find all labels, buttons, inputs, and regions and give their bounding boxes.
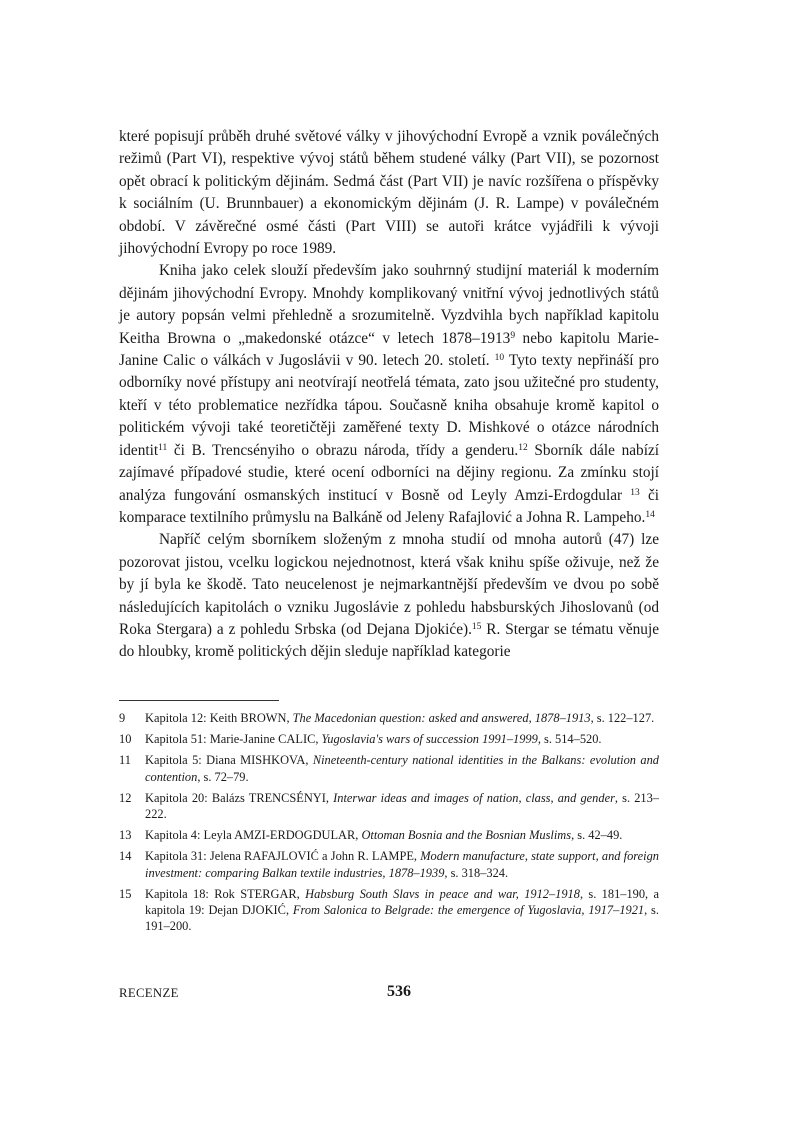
footnote-part: Kapitola 18: Rok STERGAR, <box>145 886 306 901</box>
footnote-title: The Macedonian question: asked and answered, 1878–1913 <box>292 711 591 725</box>
footnote-part: Kapitola 51: Marie-Janine CALIC, <box>145 732 322 747</box>
footnote-part: , s. 514–520. <box>537 732 602 747</box>
footnote <box>119 790 659 822</box>
footnote <box>119 710 659 726</box>
footnote-part: Kapitola 5: Diana MISHKOVA, <box>145 753 313 768</box>
footnote-number: 13 <box>119 828 132 843</box>
footnote-text <box>145 752 659 784</box>
footnote-title: Modern manufacture, state support, and foreign investment: comparing Balkan textile industries, 1878–1939 <box>145 849 659 880</box>
footnote-text <box>145 827 659 843</box>
paragraph-text: či komparace textilního průmyslu na Balkáně od Jeleny Rafajlović a Johna R. Lampeho. <box>119 486 659 526</box>
paragraph-text: Tyto texty nepřináší pro odborníky nové přístupy ani neotvírají neotřelá témata, zato jsou užitečné pro studenty, kteří v této problematice nezřídka tápou. Současně kniha obsahuje kromě kapitol o politickém vývoji také teoretičtěji zaměřené texty D. Mishkové o otázce národních identit <box>119 352 659 459</box>
footnote-ref: 13 <box>630 487 640 498</box>
footnote-part: , s. 42–49. <box>571 828 623 843</box>
paragraph-1 <box>119 126 659 260</box>
footnote-title: Interwar ideas and images of nation, class, and gender <box>333 790 615 805</box>
footnote-text <box>145 731 659 747</box>
footnote-ref: 15 <box>471 621 482 632</box>
paragraph-text: Kniha jako celek slouží především jako souhrnný studijní materiál k moderním dějinám jihovýchodní Evropy. Mnohdy komplikovaný vnitřní vývoj jednotlivých států je autory popsán velmi přehledně a srozumitelně. Vyzdvihla bych například kapitolu Keitha Browna o „makedonské otázce“ v letech 1878–1913 <box>119 262 659 347</box>
paragraph-3 <box>119 529 659 663</box>
footnote <box>119 731 659 747</box>
footnote <box>119 752 659 784</box>
footnote <box>119 848 659 880</box>
footnote-number: 15 <box>119 886 132 901</box>
body-text <box>119 126 659 664</box>
footnote-text <box>145 848 659 880</box>
footnote-number: 10 <box>119 732 132 747</box>
footnote-part: , s. 213–222. <box>145 790 660 822</box>
running-footer-section: RECENZE <box>119 986 179 1000</box>
paragraph-text: Napříč celým sborníkem složeným z mnoha studií od mnoha autorů (47) lze pozorovat jistou, vcelku logickou nejednotnost, která však knihu spíše oživuje, než že by jí byla ke škodě. Tato neucelenost je nejmarkantnější především ve dvou po sobě následujících kapitolách o vzniku Jugoslávie z pohledu habsburských Jihoslovanů (od Roka Stergara) a z pohledu Srbska (od Dejana Djokiće). <box>119 531 659 638</box>
footnote-ref: 12 <box>518 442 528 453</box>
footnote-ref: 14 <box>645 509 655 520</box>
footnote-title: Ottoman Bosnia and the Bosnian Muslims <box>361 828 572 843</box>
footnote-number: 14 <box>119 849 132 864</box>
footnote <box>119 827 659 843</box>
footnote-part: Kapitola 12: Keith BROWN, <box>145 711 293 725</box>
footnote-text <box>145 886 659 935</box>
paragraph-text: nebo kapitolu Marie-Janine Calic o válkách v Jugoslávii v 90. letech 20. století. <box>119 329 659 370</box>
footnote-part: Kapitola 31: Jelena RAFAJLOVIĆ a John R. LAMPE, <box>145 849 421 864</box>
footnote-part: , s. 318–324. <box>444 865 509 880</box>
footnote-part: , s. 191–200. <box>145 903 659 934</box>
footnote-part: , s. 122–127. <box>590 711 655 725</box>
paragraph-text: R. Stergar se tématu věnuje do hloubky, kromě politických dějin sleduje například kategorie <box>119 620 659 661</box>
paragraph-2 <box>119 260 659 529</box>
footnote-ref: 10 <box>494 352 505 363</box>
paragraph-text: Sborník dále nabízí zajímavé případové studie, které ocení odborníci na dějiny regionu. Za zmínku stojí analýza fungování osmanských institucí v Bosně od Leyly Amzi-Erdogdular <box>119 441 659 504</box>
footnote <box>119 886 659 935</box>
footnote-ref: 9 <box>510 330 516 341</box>
footnote-part: , s. 181–190, a kapitola 19: Dejan DJOKIĆ, <box>145 886 659 918</box>
footnote-part: Kapitola 4: Leyla AMZI-ERDOGDULAR, <box>145 828 362 843</box>
footnote-part: , s. 72–79. <box>197 769 249 784</box>
paragraph-text: či B. Trencsényiho o obrazu národa, třídy a genderu. <box>167 441 519 459</box>
footnote-number: 11 <box>119 753 131 768</box>
footnote-title: From Salonica to Belgrade: the emergence of Yugoslavia, 1917–1921 <box>292 903 645 918</box>
page-number: 536 <box>387 983 411 1000</box>
footnote-text <box>145 790 659 822</box>
footnote-title: Habsburg South Slavs in peace and war, 1912–1918 <box>305 886 580 901</box>
footnote-number: 12 <box>119 790 132 805</box>
footnote-title: Nineteenth-century national identities in the Balkans: evolution and contention <box>145 753 659 784</box>
footnote-ref: 11 <box>158 442 168 453</box>
footnote-title: Yugoslavia's wars of succession 1991–1999 <box>321 732 538 747</box>
footnotes <box>119 710 659 939</box>
footnote-text <box>145 710 659 726</box>
footnote-number: 9 <box>119 711 126 725</box>
paragraph-text: které popisují průběh druhé světové války v jihovýchodní Evropě a vznik poválečných režimů (Part VI), respektive vývoj států během studené války (Part VII), se pozornost opět obrací k politickým dějinám. Sedmá část (Part VII) je navíc rozšířena o příspěvky k sociálním (U. Brunnbauer) a ekonomickým dějinám (J. R. Lampe) v poválečném období. V závěrečné osmé části (Part VIII) se autoři krátce vyjádřili k vývoji jihovýchodní Evropy po roce 1989. <box>119 128 659 258</box>
footnote-part: Kapitola 20: Balázs TRENCSÉNYI, <box>145 790 334 805</box>
footnote-divider <box>119 700 279 701</box>
